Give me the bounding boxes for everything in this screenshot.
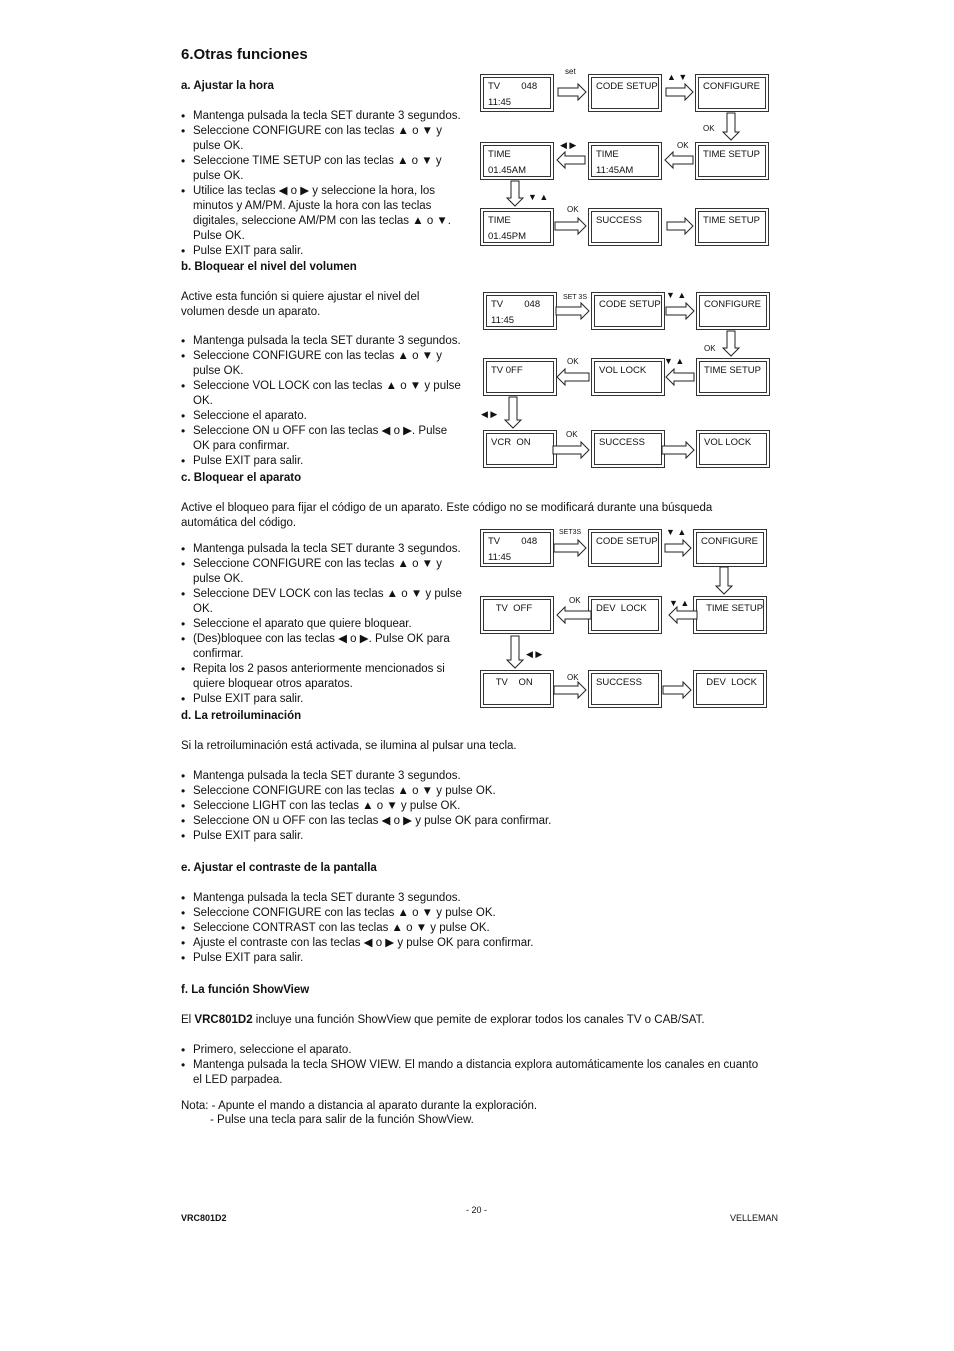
lcd-line-1: TIME [596, 149, 619, 160]
lcd-line-1: CONFIGURE [703, 81, 760, 92]
ok-label: OK [566, 430, 578, 439]
list-item: • Repita los 2 pasos anteriormente mencionados si quiere bloquear otros aparatos. [181, 662, 466, 692]
lcd-line-2: 11:45 [488, 97, 512, 108]
section-f-heading: f. La función ShowView [181, 984, 310, 996]
lcd-line-2: 11:45AM [596, 165, 634, 176]
lcd-line-1: CODE SETUP [599, 299, 661, 310]
lcd-line-1: DEV LOCK [701, 677, 757, 688]
section-c-heading: c. Bloquear el aparato [181, 472, 302, 484]
list-item: • Mantenga pulsada la tecla SET durante 3 segundos. [181, 542, 466, 557]
lcd-line-1: SUCCESS [596, 677, 642, 688]
lcd-line-2: 01.45AM [488, 165, 527, 176]
lcd-line-1: VCR ON [491, 437, 531, 448]
list-item: • Mantenga pulsada la tecla SET durante 3 segundos. [181, 891, 761, 906]
set-label: SET3S [559, 529, 582, 536]
list-item: • Pulse EXIT para salir. [181, 454, 466, 469]
list-item: • (Des)bloquee con las teclas ◀ o ▶. Pulse OK para confirmar. [181, 632, 466, 662]
list-item: • Ajuste el contraste con las teclas ◀ o ▶ y pulse OK para confirmar. [181, 936, 761, 951]
list-item: • Mantenga pulsada la tecla SET durante 3 segundos. [181, 334, 466, 349]
list-item: • Pulse EXIT para salir. [181, 829, 761, 844]
lcd-line-2: 11:45 [491, 315, 515, 326]
lcd-line-1: TIME SETUP [703, 149, 761, 160]
ok-label: OK [567, 205, 579, 214]
list-item: • Seleccione CONFIGURE con las teclas ▲ o ▼ y pulse OK. [181, 124, 466, 154]
flow-arrow [558, 84, 586, 100]
flow-arrow [556, 303, 589, 319]
flow-arrow [557, 607, 591, 623]
flow-arrow [557, 152, 585, 168]
down-up-icon: ▼ ▲ [666, 527, 687, 537]
list-item: • Seleccione LIGHT con las teclas ▲ o ▼ y pulse OK. [181, 799, 761, 814]
flow-arrow [663, 682, 691, 698]
section-d-heading: d. La retroiluminación [181, 710, 302, 722]
section-b-intro: Active esta función si quiere ajustar el nivel del volumen desde un aparato. [181, 291, 420, 318]
lcd-line-1: TIME SETUP [703, 215, 761, 226]
lcd-line-1: CODE SETUP [596, 81, 658, 92]
page-title: 6.Otras funciones [181, 46, 308, 63]
flow-arrow [662, 442, 694, 458]
lcd-line-1: TV OFF [488, 603, 533, 614]
list-item: • Seleccione CONFIGURE con las teclas ▲ o ▼ y pulse OK. [181, 557, 466, 587]
list-item: • Pulse EXIT para salir. [181, 244, 466, 259]
lcd-line-1: TIME [488, 149, 511, 160]
list-item: • Seleccione CONFIGURE con las teclas ▲ o ▼ y pulse OK. [181, 349, 466, 379]
list-item: • Seleccione ON u OFF con las teclas ◀ o ▶ y pulse OK para confirmar. [181, 814, 761, 829]
flow-arrow [667, 218, 693, 234]
flow-arrow [669, 607, 697, 623]
lcd-line-1: SUCCESS [596, 215, 642, 226]
flow-arrow [505, 397, 521, 428]
lcd-line-1: TV 048 [491, 299, 541, 310]
note-line-1: Nota: - Apunte el mando a distancia al aparato durante la exploración. [181, 1100, 538, 1112]
lcd-line-1: VOL LOCK [704, 437, 752, 448]
left-right-icon: ◀ ▶ [560, 140, 577, 150]
set-label: SET 3S [563, 294, 587, 301]
ok-label: OK [567, 673, 579, 682]
lcd-line-1: CONFIGURE [704, 299, 761, 310]
lcd-line-1: TV 048 [488, 536, 538, 547]
flow-arrow [554, 682, 586, 698]
flow-arrow [723, 331, 739, 356]
set-label: set [565, 67, 576, 76]
list-item: • Seleccione TIME SETUP con las teclas ▲ o ▼ y pulse OK. [181, 154, 466, 184]
down-up-icon: ▼ ▲ [664, 356, 685, 366]
flow-arrow [716, 567, 732, 594]
flow-arrow [553, 442, 589, 458]
ok-label: OK [703, 124, 715, 133]
list-item: • Seleccione CONFIGURE con las teclas ▲ o ▼ y pulse OK. [181, 784, 761, 799]
intro-text: El [181, 1014, 195, 1026]
list-item: • Seleccione CONFIGURE con las teclas ▲ o ▼ y pulse OK. [181, 906, 761, 921]
lcd-line-1: SUCCESS [599, 437, 645, 448]
flow-arrow [665, 152, 693, 168]
flow-arrow [666, 369, 694, 385]
left-right-icon: ◀ ▶ [481, 409, 498, 419]
list-item: • Seleccione DEV LOCK con las teclas ▲ o ▼ y pulse OK. [181, 587, 466, 617]
flow-arrow [555, 218, 586, 234]
lcd-line-1: DEV LOCK [596, 603, 647, 614]
note-line-2: - Pulse una tecla para salir de la función ShowView. [210, 1114, 474, 1126]
lcd-line-1: CODE SETUP [596, 536, 658, 547]
lcd-line-1: CONFIGURE [701, 536, 758, 547]
section-b-heading: b. Bloquear el nivel del volumen [181, 261, 357, 273]
flow-arrow [557, 369, 589, 385]
lcd-line-1: TIME SETUP [704, 365, 762, 376]
footer-page-number: - 20 - [466, 1205, 488, 1215]
flow-arrow [723, 113, 739, 140]
ok-label: OK [704, 344, 716, 353]
footer-brand: VELLEMAN [730, 1213, 779, 1223]
model-name: VRC801D2 [194, 1014, 253, 1026]
flow-arrow [666, 84, 693, 100]
list-item: • Mantenga pulsada la tecla SET durante 3 segundos. [181, 769, 761, 784]
intro-text: incluye una función ShowView que pemite de explorar todos los canales TV o CAB/SAT. [252, 1014, 705, 1026]
flow-arrow [507, 636, 523, 668]
list-item: • Seleccione VOL LOCK con las teclas ▲ o ▼ y pulse OK. [181, 379, 466, 409]
section-e-heading: e. Ajustar el contraste de la pantalla [181, 862, 377, 874]
lcd-line-2: 01.45PM [488, 231, 527, 242]
list-item: • Pulse EXIT para salir. [181, 951, 761, 966]
list-item: • Pulse EXIT para salir. [181, 692, 466, 707]
left-right-icon: ◀ ▶ [526, 649, 543, 659]
list-item: • Seleccione el aparato. [181, 409, 466, 424]
footer-model: VRC801D2 [181, 1213, 227, 1223]
section-c-intro: Active el bloqueo para fijar el código de un aparato. Este código no se modificará durante una búsqueda automática del código. [181, 502, 713, 529]
lcd-line-2: 11:45 [488, 552, 512, 563]
ok-label: OK [677, 141, 689, 150]
list-item: • Mantenga pulsada la tecla SHOW VIEW. El mando a distancia explora automáticamente los canales en cuanto el LED parpadea. [181, 1058, 761, 1088]
lcd-line-1: TV 0FF [491, 365, 523, 376]
lcd-line-1: TIME SETUP [701, 603, 764, 614]
list-item: • Seleccione ON u OFF con las teclas ◀ o ▶. Pulse OK para confirmar. [181, 424, 466, 454]
lcd-line-1: TIME [488, 215, 511, 226]
flow-arrow [666, 303, 694, 319]
list-item: • Mantenga pulsada la tecla SET durante 3 segundos. [181, 109, 466, 124]
lcd-line-1: TV ON [488, 677, 533, 688]
flow-arrow [665, 540, 691, 556]
lcd-line-1: TV 048 [488, 81, 538, 92]
list-item: • Seleccione CONTRAST con las teclas ▲ o ▼ y pulse OK. [181, 921, 761, 936]
up-down-icon: ▲ ▼ [667, 72, 688, 82]
down-up-icon: ▼ ▲ [666, 290, 687, 300]
list-item: • Utilice las teclas ◀ o ▶ y seleccione la hora, los minutos y AM/PM. Ajuste la hora con las teclas digitales, seleccione AM/PM con las teclas ▲ o ▼. Pulse OK. [181, 184, 466, 244]
flow-arrow [507, 181, 523, 206]
ok-label: OK [567, 357, 579, 366]
section-a-heading: a. Ajustar la hora [181, 80, 274, 92]
lcd-line-1: VOL LOCK [599, 365, 647, 376]
down-up-icon: ▼ ▲ [528, 192, 549, 202]
list-item: • Primero, seleccione el aparato. [181, 1043, 761, 1058]
list-item: • Seleccione el aparato que quiere bloquear. [181, 617, 466, 632]
ok-label: OK [569, 596, 581, 605]
down-up-icon: ▼ ▲ [669, 598, 690, 608]
section-d-intro: Si la retroiluminación está activada, se ilumina al pulsar una tecla. [181, 740, 517, 752]
flow-arrow [554, 540, 586, 556]
